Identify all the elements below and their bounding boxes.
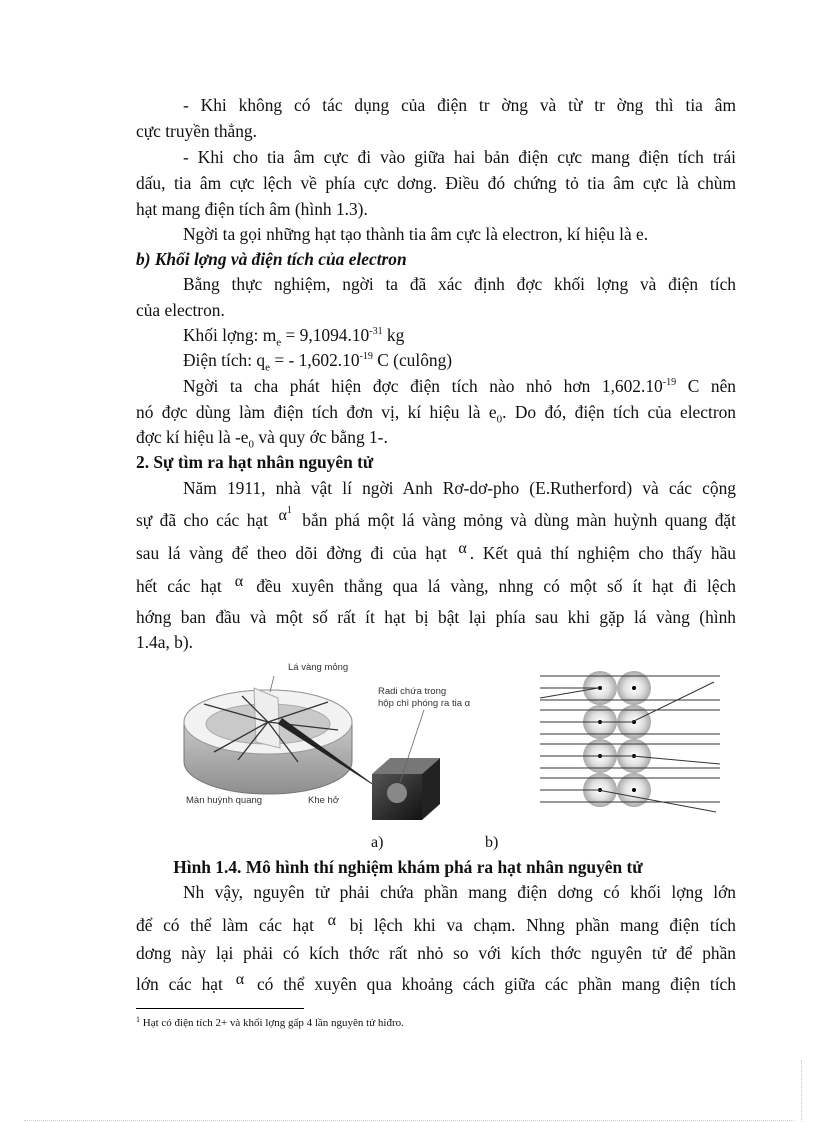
text-line: Nh vậy, nguyên tử phải chứa phần mang điện dơng có khối lợng lớn <box>183 882 736 902</box>
subfigure-label-b: b) <box>485 834 499 851</box>
text-line: Bằng thực nghiệm, ngời ta đã xác định đợc khối lợng và điện tích <box>183 274 736 294</box>
text-line: nó đợc dùng làm điện tích đơn vị, kí hiệu là $e_0$. Do đó, điện tích của electron <box>136 402 736 426</box>
label-fluorescent-screen: Màn huỳnh quang <box>186 795 263 806</box>
text-line: Ngời ta gọi những hạt tạo thành tia âm cực là electron, kí hiệu là e. <box>183 224 649 244</box>
text-line: dơng này lại phải có kích thớc rất nhỏ so với kích thớc nguyên tử để phần <box>136 943 736 963</box>
text-line: để có thể làm các hạt α bị lệch khi va chạm. Nhng phần mang điện tích <box>136 912 737 935</box>
alpha-symbol: α <box>234 573 244 590</box>
text-line: đợc kí hiệu là $-e_0$ và quy ớc bằng 1-. <box>136 427 388 451</box>
subfigure-label-a: a) <box>371 834 384 851</box>
text-line: lớn các hạt α có thể xuyên qua khoảng cách giữa các phần mang điện tích <box>136 971 736 994</box>
text-line: Năm 1911, nhà vật lí ngời Anh Rơ-dơ-pho (E.Rutherford) và các cộng <box>183 478 736 498</box>
electron-mass-line: Khối lợng: $m_e = 9,1094.10^{-31}$ kg <box>183 325 405 349</box>
text-line: hết các hạt α đều xuyên thẳng qua lá vàng, nhng có một số ít hạt đi lệch <box>136 573 736 596</box>
label-radium-source-2: hộp chì phóng ra tia α <box>378 698 471 709</box>
page-border-right <box>801 1060 802 1122</box>
text-line: 1.4a, b). <box>136 632 193 652</box>
atom-scattering-diagram <box>536 664 722 816</box>
figure-caption: Hình 1.4. Mô hình thí nghiệm khám phá ra hạt nhân nguyên tử <box>173 857 643 877</box>
label-radium-source-1: Radi chứa trong <box>378 686 447 697</box>
text-line: - Khi cho tia âm cực đi vào giữa hai bản điện cực mang điện tích trái <box>183 147 736 167</box>
text-line: của electron. <box>136 300 225 320</box>
text-line: hớng ban đầu và một số rất ít hạt bị bật lại phía sau khi gặp lá vàng (hình <box>136 607 736 627</box>
section-heading-b: b) Khối lợng và điện tích của electron <box>136 249 407 269</box>
footnote-separator <box>136 1008 304 1009</box>
alpha-symbol: α <box>235 971 245 988</box>
text-line: hạt mang điện tích âm (hình 1.3). <box>136 199 368 219</box>
page-border-bottom <box>24 1120 794 1121</box>
text-line: dấu, tia âm cực lệch về phía cực dơng. Điều đó chứng tỏ tia âm cực là chùm <box>136 173 736 193</box>
text-line: - Khi không có tác dụng của điện tr ờng và từ tr ờng thì tia âm <box>183 95 736 115</box>
text-line: sau lá vàng để theo dõi đờng đi của hạt α . Kết quả thí nghiệm cho thấy hầu <box>136 540 737 563</box>
figure-atom-grid-model <box>536 664 722 816</box>
footnote: $^1$ Hạt có điện tích 2+ và khối lợng gấp 4 lần nguyên tử hiđro. <box>136 1015 404 1029</box>
text-line: Ngời ta cha phát hiện đợc điện tích nào nhỏ hơn $1,602.10^{-19}$ C nên <box>183 376 737 396</box>
text-line: sự đã cho các hạt $\alpha^1$ bắn phá một lá vàng mỏng và dùng màn huỳnh quang đặt <box>136 505 736 530</box>
text-line: cực truyền thẳng. <box>136 121 257 141</box>
alpha-symbol: α <box>458 540 467 557</box>
footnote-reference[interactable]: 1 <box>286 505 292 516</box>
electron-charge-line: Điện tích: $q_e$ = - $1,602.10^{-19}$ C (culông) <box>183 350 453 374</box>
section-heading-2: 2. Sự tìm ra hạt nhân nguyên tử <box>136 452 374 472</box>
label-slit: Khe hở <box>308 795 340 806</box>
alpha-symbol: α <box>327 912 337 929</box>
figure-rutherford-apparatus <box>178 652 494 820</box>
label-gold-foil: Lá vàng mỏng <box>288 662 349 673</box>
alpha-symbol: $\alpha^1$ <box>278 505 292 524</box>
